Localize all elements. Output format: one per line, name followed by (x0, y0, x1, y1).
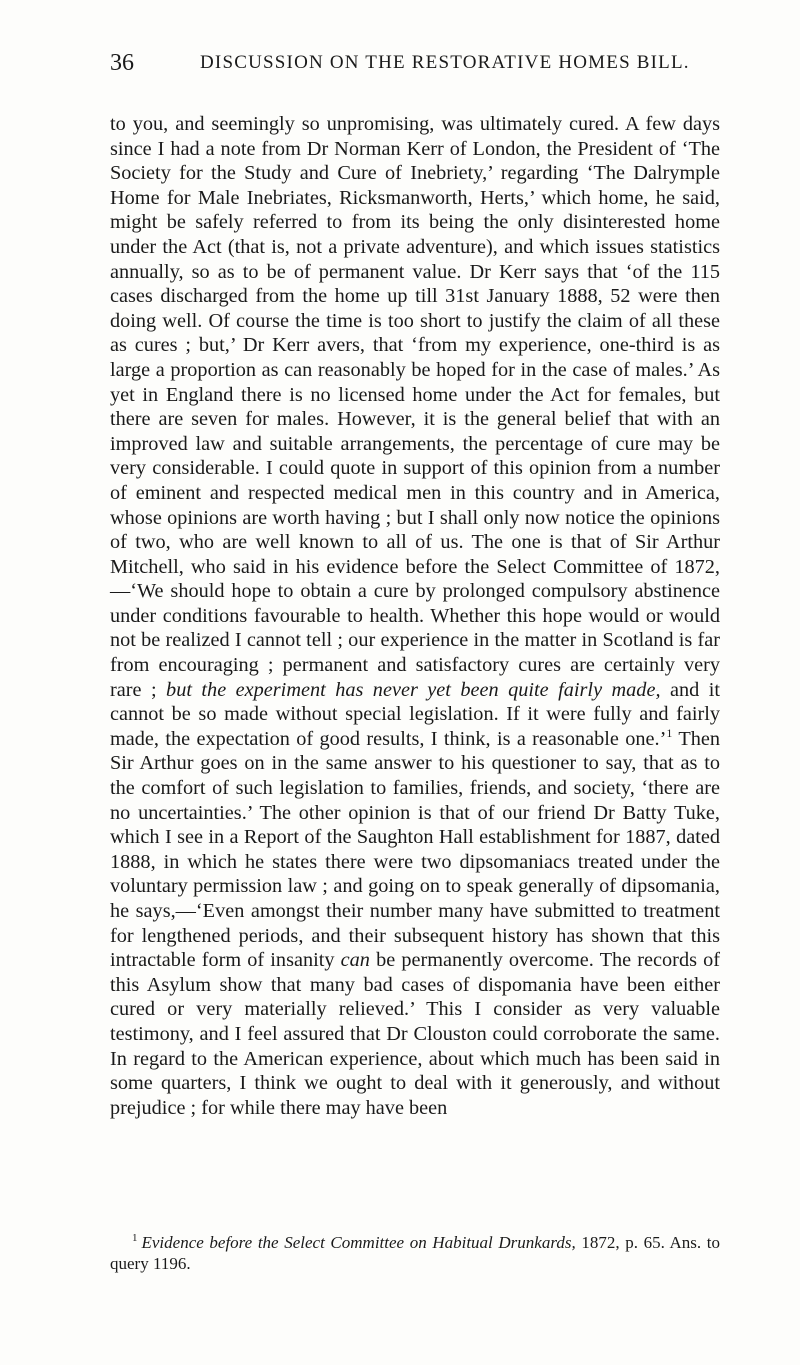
footnote-reference: 1 (666, 726, 673, 741)
body-italic-phrase: but the experiment has never yet been quite fairly made, (166, 678, 661, 701)
body-segment-3: Then Sir Arthur goes on in the same answer to his questioner to say, that as to the comfort of such legislation to families, friends, and society, ‘there are no uncertainties.’ The other opinion is that of our friend Dr Batty Tuke, which I see in a Report of the Saughton Hall establishment for 1887, dated 1888, in which he states there were two dipsomaniacs treated under the voluntary permission law ; and going on to speak generally of dipsomania, he says,—‘Even amongst their number many have submitted to treatment for lengthened periods, and their subsequent history has shown that this intractable form of insanity (110, 727, 720, 972)
footnote (110, 1232, 720, 1274)
page-number: 36 (110, 50, 134, 76)
footnote-citation-title: Evidence before the Select Committee on Habitual Drunkards, (141, 1233, 576, 1252)
body-segment-2: and it cannot be so made without special legislation. If it were fully and fairly made, the expectation of good results, I think, is a reasonable one.’ (110, 678, 720, 750)
body-italic-word: can (340, 949, 370, 972)
running-title: DISCUSSION ON THE RESTORATIVE HOMES BILL. (200, 52, 690, 73)
running-header (110, 48, 720, 78)
body-segment-1: to you, and seemingly so unpromising, was ultimately cured. A few days since I had a note from Dr Norman Kerr of London, the President of ‘The Society for the Study and Cure of Inebriety,’ regarding ‘The Dalrymple Home for Male Inebriates, Ricksmanworth, Herts,’ which home, he said, might be safely referred to from its being the only disinterested home under the Act (that is, not a private adventure), and which issues statistics annually, so as to be of permanent value. Dr Kerr says that ‘of the 115 cases discharged from the home up till 31st January 1888, 52 were then doing well. Of course the time is too short to justify the claim of all these as cures ; but,’ Dr Kerr avers, that ‘from my experience, one-third is as large a proportion as can reasonably be hoped for in the case of males.’ As yet in England there is no licensed home under the Act for females, but there are seven for males. However, it is the general belief that with an improved law and suitable arrangements, the percentage of cure may be very considerable. I could quote in support of this opinion from a number of eminent and respected medical men in this country and in America, whose opinions are worth having ; but I shall only now notice the opinions of two, who are well known to all of us. The one is that of Sir Arthur Mitchell, who said in his evidence before the Select Committee of 1872,—‘We should hope to obtain a cure by prolonged compulsory abstinence under conditions favourable to health. Whether this hope would or would not be realized I cannot tell ; our experience in the matter in Scotland is far from encouraging ; permanent and satisfactory cures are certainly very rare ; (110, 113, 720, 701)
footnote-mark: 1 (132, 1232, 138, 1245)
body-segment-4: be permanently overcome. The records of this Asylum show that many bad cases of dispomania have been either cured or very materially relieved.’ This I consider as very valuable testimony, and I feel assured that Dr Clouston could corroborate the same. In regard to the American experience, about which much has been said in some quarters, I think we ought to deal with it generously, and without prejudice ; for while there may have been (110, 949, 720, 1119)
footnote-citation-rest: 1872, p. 65. Ans. to query 1196. (110, 1233, 720, 1273)
body-paragraph (110, 112, 720, 1120)
body-text (110, 112, 720, 1120)
